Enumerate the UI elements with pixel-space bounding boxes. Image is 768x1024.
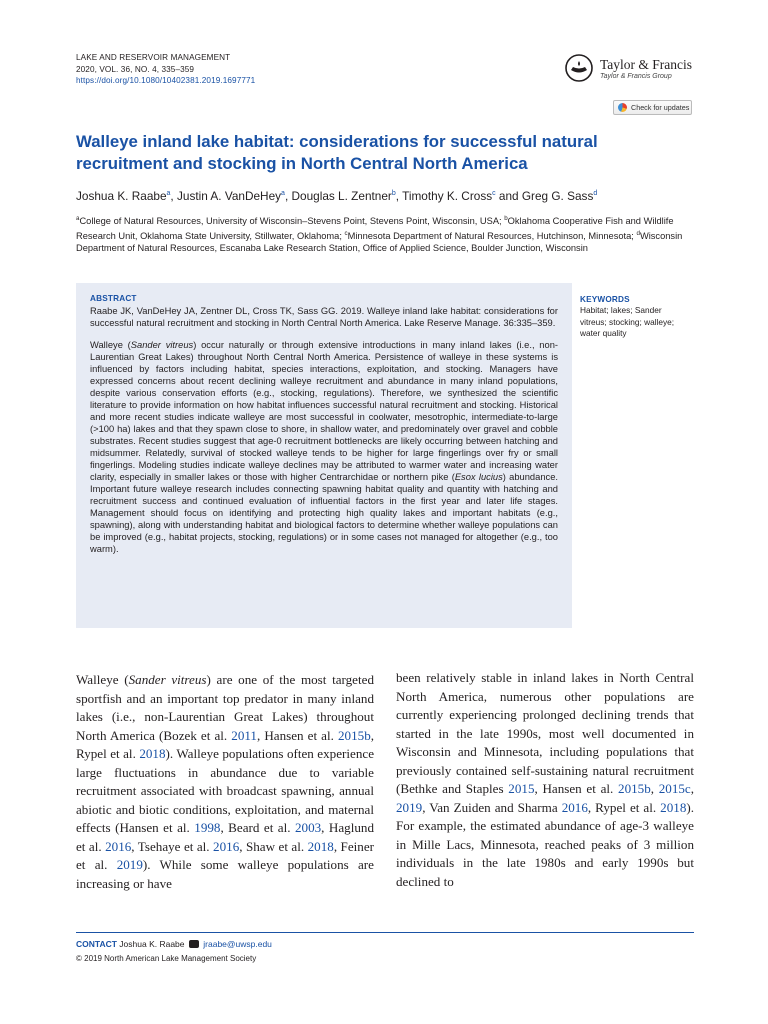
affiliation-marker: b: [504, 215, 508, 222]
affiliation-marker: a: [76, 215, 80, 222]
contact-label: CONTACT: [76, 939, 117, 949]
publisher-group: Taylor & Francis Group: [600, 73, 672, 80]
affiliation-text: Minnesota Department of Natural Resources, Hutchinson, Minnesota;: [347, 230, 637, 241]
affiliation-marker: c: [344, 229, 348, 237]
keywords-heading: KEYWORDS: [580, 295, 630, 304]
citation-link[interactable]: 2018: [139, 746, 166, 761]
citation-link[interactable]: 2011: [231, 727, 257, 743]
journal-header: [76, 52, 255, 87]
affiliation-text: Oklahoma Cooperative Fish and Wildlife Research Unit, Oklahoma State University, Stillwater, Oklahoma;: [76, 216, 674, 241]
author-name: Douglas L. Zentner: [291, 188, 392, 203]
publisher-logo: [565, 54, 695, 84]
journal-volume: 2020, VOL. 36, NO. 4, 335–359: [76, 64, 195, 74]
citation-link[interactable]: 2018: [660, 799, 687, 815]
abstract-panel: [76, 283, 572, 628]
affiliation-marker: d: [593, 190, 598, 197]
lamp-logo-icon: [565, 54, 593, 82]
check-updates-button[interactable]: [613, 100, 692, 115]
affiliation-text: Wisconsin Department of Natural Resources, Escanaba Lake Research Station, Office of Applied Science, Boulder Junction, Wisconsin: [76, 230, 683, 253]
author-name: Joshua K. Raabe: [76, 188, 167, 203]
citation-link[interactable]: 2016: [213, 838, 240, 854]
author-name: Greg G. Sass: [521, 188, 594, 203]
body-column-right: been relatively stable in inland lakes in North Central North America, numerous other populations are currently experiencing prolonged declining trends that started in the late 1990s, most well documented in Wisconsin and Minnesota, including populations that previously contained self-sustaining natural recruitment (Bethke and Staples 2015, Hansen et al. 2015b, 2015c, 2019, Van Zuiden and Sharma 2016, Rypel et al. 2018). For example, the estimated abundance of age-3 walleye in Mille Lacs, Minnesota, reached peaks of 3 million individuals in the late 1980s and early 1990s but declined to: [396, 670, 695, 889]
publisher-name: Taylor & Francis: [600, 57, 693, 72]
affiliation-marker: a: [166, 190, 171, 197]
affiliation-text: College of Natural Resources, University of Wisconsin–Stevens Point, Stevens Point, Wisconsin, USA;: [79, 216, 505, 227]
abstract-citation: Raabe JK, VanDeHey JA, Zentner DL, Cross TK, Sass GG. 2019. Walleye inland lake habitat: considerations for successful natural recruitment and stocking in North Central North America. Lake Reserve Manage. 36:335–359.: [90, 306, 558, 328]
citation-link[interactable]: 2016: [561, 799, 588, 815]
citation-link[interactable]: 2019: [116, 857, 143, 872]
citation-link[interactable]: 2015b: [338, 727, 371, 743]
contact-line: [76, 939, 272, 950]
affiliation-marker: c: [492, 190, 496, 197]
mail-icon: [189, 940, 199, 948]
affiliations: [76, 213, 694, 254]
author-list: Joshua K. Raabe$^a$, Justin A. VanDeHey$^a$, Douglas L. Zentner$^b$, Timothy K. Cross$^c$ and Greg G. Sass$^d$: [76, 188, 598, 203]
citation-link[interactable]: 2003: [294, 820, 322, 835]
species-name: Sander vitreus: [130, 340, 194, 350]
citation-link[interactable]: 2016: [105, 838, 132, 854]
citation-link[interactable]: 2015: [508, 781, 535, 796]
keywords-list: Habitat; lakes; Sander vitreus; stocking; walleye; water quality: [580, 305, 675, 339]
abstract-body: Walleye (Sander vitreus) occur naturally or through extensive introductions in many inland lakes (i.e., non-Laurentian Great Lakes) throughout North Central North America. Persistence of walleye in these systems is influenced by factors including habitat, species interactions, exploitation, and stocking. Managers have expressed concerns about recent declining walleye recruitment and abundance in many inland populations, despite various conservation efforts (e.g., stocking, regulations). Therefore, we synthesized the scientific literature to provide information on how habitat influences successful natural recruitment and stocking. Historical and more recent studies indicate walleye are most successful in coolwater, mesotrophic, intermediate-to-large (>100 ha) lakes and that they spawn close to shore, in shallow water, and predominately over gravel and cobble substrates. Recent studies suggest that age-0 recruitment bottlenecks are likely occurring between hatching and midsummer. Relatedly, survival of stocked walleye tends to be higher for large fingerlings over fry or small fingerlings. Modeling studies indicate walleye declines may be attributed to warmer water and increasing water clarity, especially in smaller lakes or those with higher Centrarchidae or northern pike (Esox lucius) abundance. Important future walleye research includes connecting spawning habitat quality and quantity with hatching and recruitment success and continued evaluation of influential factors in the first year and later life stages. Management should focus on identifying and protecting high quality lakes and important habitats (e.g., spawning), along with understanding habitat and biological factors to determine whether walleye populations can be improved (e.g., habitat projects, stocking, regulations) or in some cases not managed for altogether (e.g., too warm).: [90, 340, 559, 554]
citation-link[interactable]: 1998: [194, 820, 221, 835]
citation-link[interactable]: 2015b: [618, 781, 651, 796]
copyright: © 2019 North American Lake Management Society: [76, 954, 257, 963]
check-updates-label: Check for updates: [631, 103, 690, 112]
author-name: Justin A. VanDeHey: [176, 188, 282, 203]
article-title: Walleye inland lake habitat: considerations for successful natural recruitment and stocking in North Central North America: [76, 132, 598, 173]
affiliation-marker: d: [636, 229, 640, 237]
contact-email[interactable]: jraabe@uwsp.edu: [203, 939, 272, 949]
body-column-left: Walleye (Sander vitreus) are one of the most targeted sportfish and an important top predator in many inland lakes (i.e., non-Laurentian Great Lakes) throughout North America (Bozek et al. 2011, Hansen et al. 2015b, Rypel et al. 2018). Walleye populations often experience large fluctuations in abundance due to variable recruitment associated with broadcast spawning, annual abiotic and biotic conditions, exploitation, and maternal effects (Hansen et al. 1998, Beard et al. 2003, Haglund et al. 2016, Tsehaye et al. 2016, Shaw et al. 2018, Feiner et al. 2019). While some walleye populations are increasing or have: [76, 672, 375, 891]
keywords-panel: [580, 294, 690, 340]
abstract-heading: ABSTRACT: [90, 294, 137, 303]
affiliation-marker: b: [391, 190, 396, 197]
crossmark-icon: [618, 103, 627, 112]
footer-divider: [76, 932, 694, 933]
citation-link[interactable]: 2015c: [658, 781, 691, 796]
species-name: Esox lucius: [454, 472, 503, 482]
author-name: Timothy K. Cross: [402, 188, 493, 203]
contact-name: Joshua K. Raabe: [119, 939, 185, 949]
affiliation-marker: a: [281, 190, 285, 197]
doi-link[interactable]: https://doi.org/10.1080/10402381.2019.1697771: [76, 76, 256, 85]
journal-name: LAKE AND RESERVOIR MANAGEMENT: [76, 53, 231, 62]
citation-link[interactable]: 2019: [396, 799, 423, 815]
species-name: Sander vitreus: [128, 672, 207, 687]
citation-link[interactable]: 2018: [307, 838, 334, 854]
